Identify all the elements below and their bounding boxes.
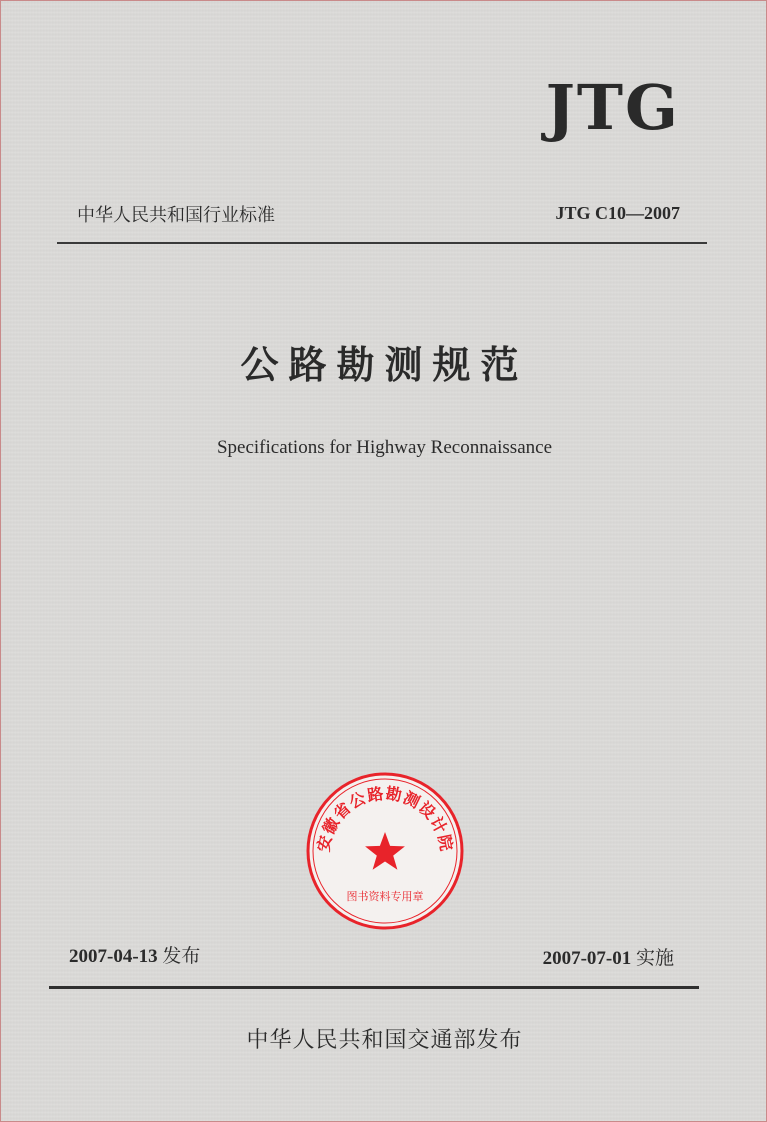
publish-date (69, 941, 200, 968)
seal-ring-text: 安徽省公路勘测设计院 (313, 783, 457, 854)
publish-date-value: 2007-04-13 (69, 946, 158, 967)
effective-date-value: 2007-07-01 (542, 948, 632, 969)
standard-code: JTG C10—2007 (555, 203, 680, 223)
title-english: Specifications for Highway Reconnaissance (216, 437, 553, 458)
effective-date (543, 943, 674, 970)
bottom-divider (49, 986, 699, 989)
brand-logo: JTG (545, 71, 680, 144)
top-divider (57, 242, 707, 244)
effective-date-label: 实施 (635, 947, 674, 969)
publisher: 中华人民共和国交通部发布 (246, 1028, 523, 1053)
official-seal (306, 772, 464, 930)
publish-date-label: 发布 (162, 945, 201, 967)
seal-inner-text: 图书资料专用章 (346, 890, 424, 903)
title-chinese: 公路勘测规范 (240, 343, 529, 387)
standard-type: 中华人民共和国行业标准 (77, 205, 275, 226)
